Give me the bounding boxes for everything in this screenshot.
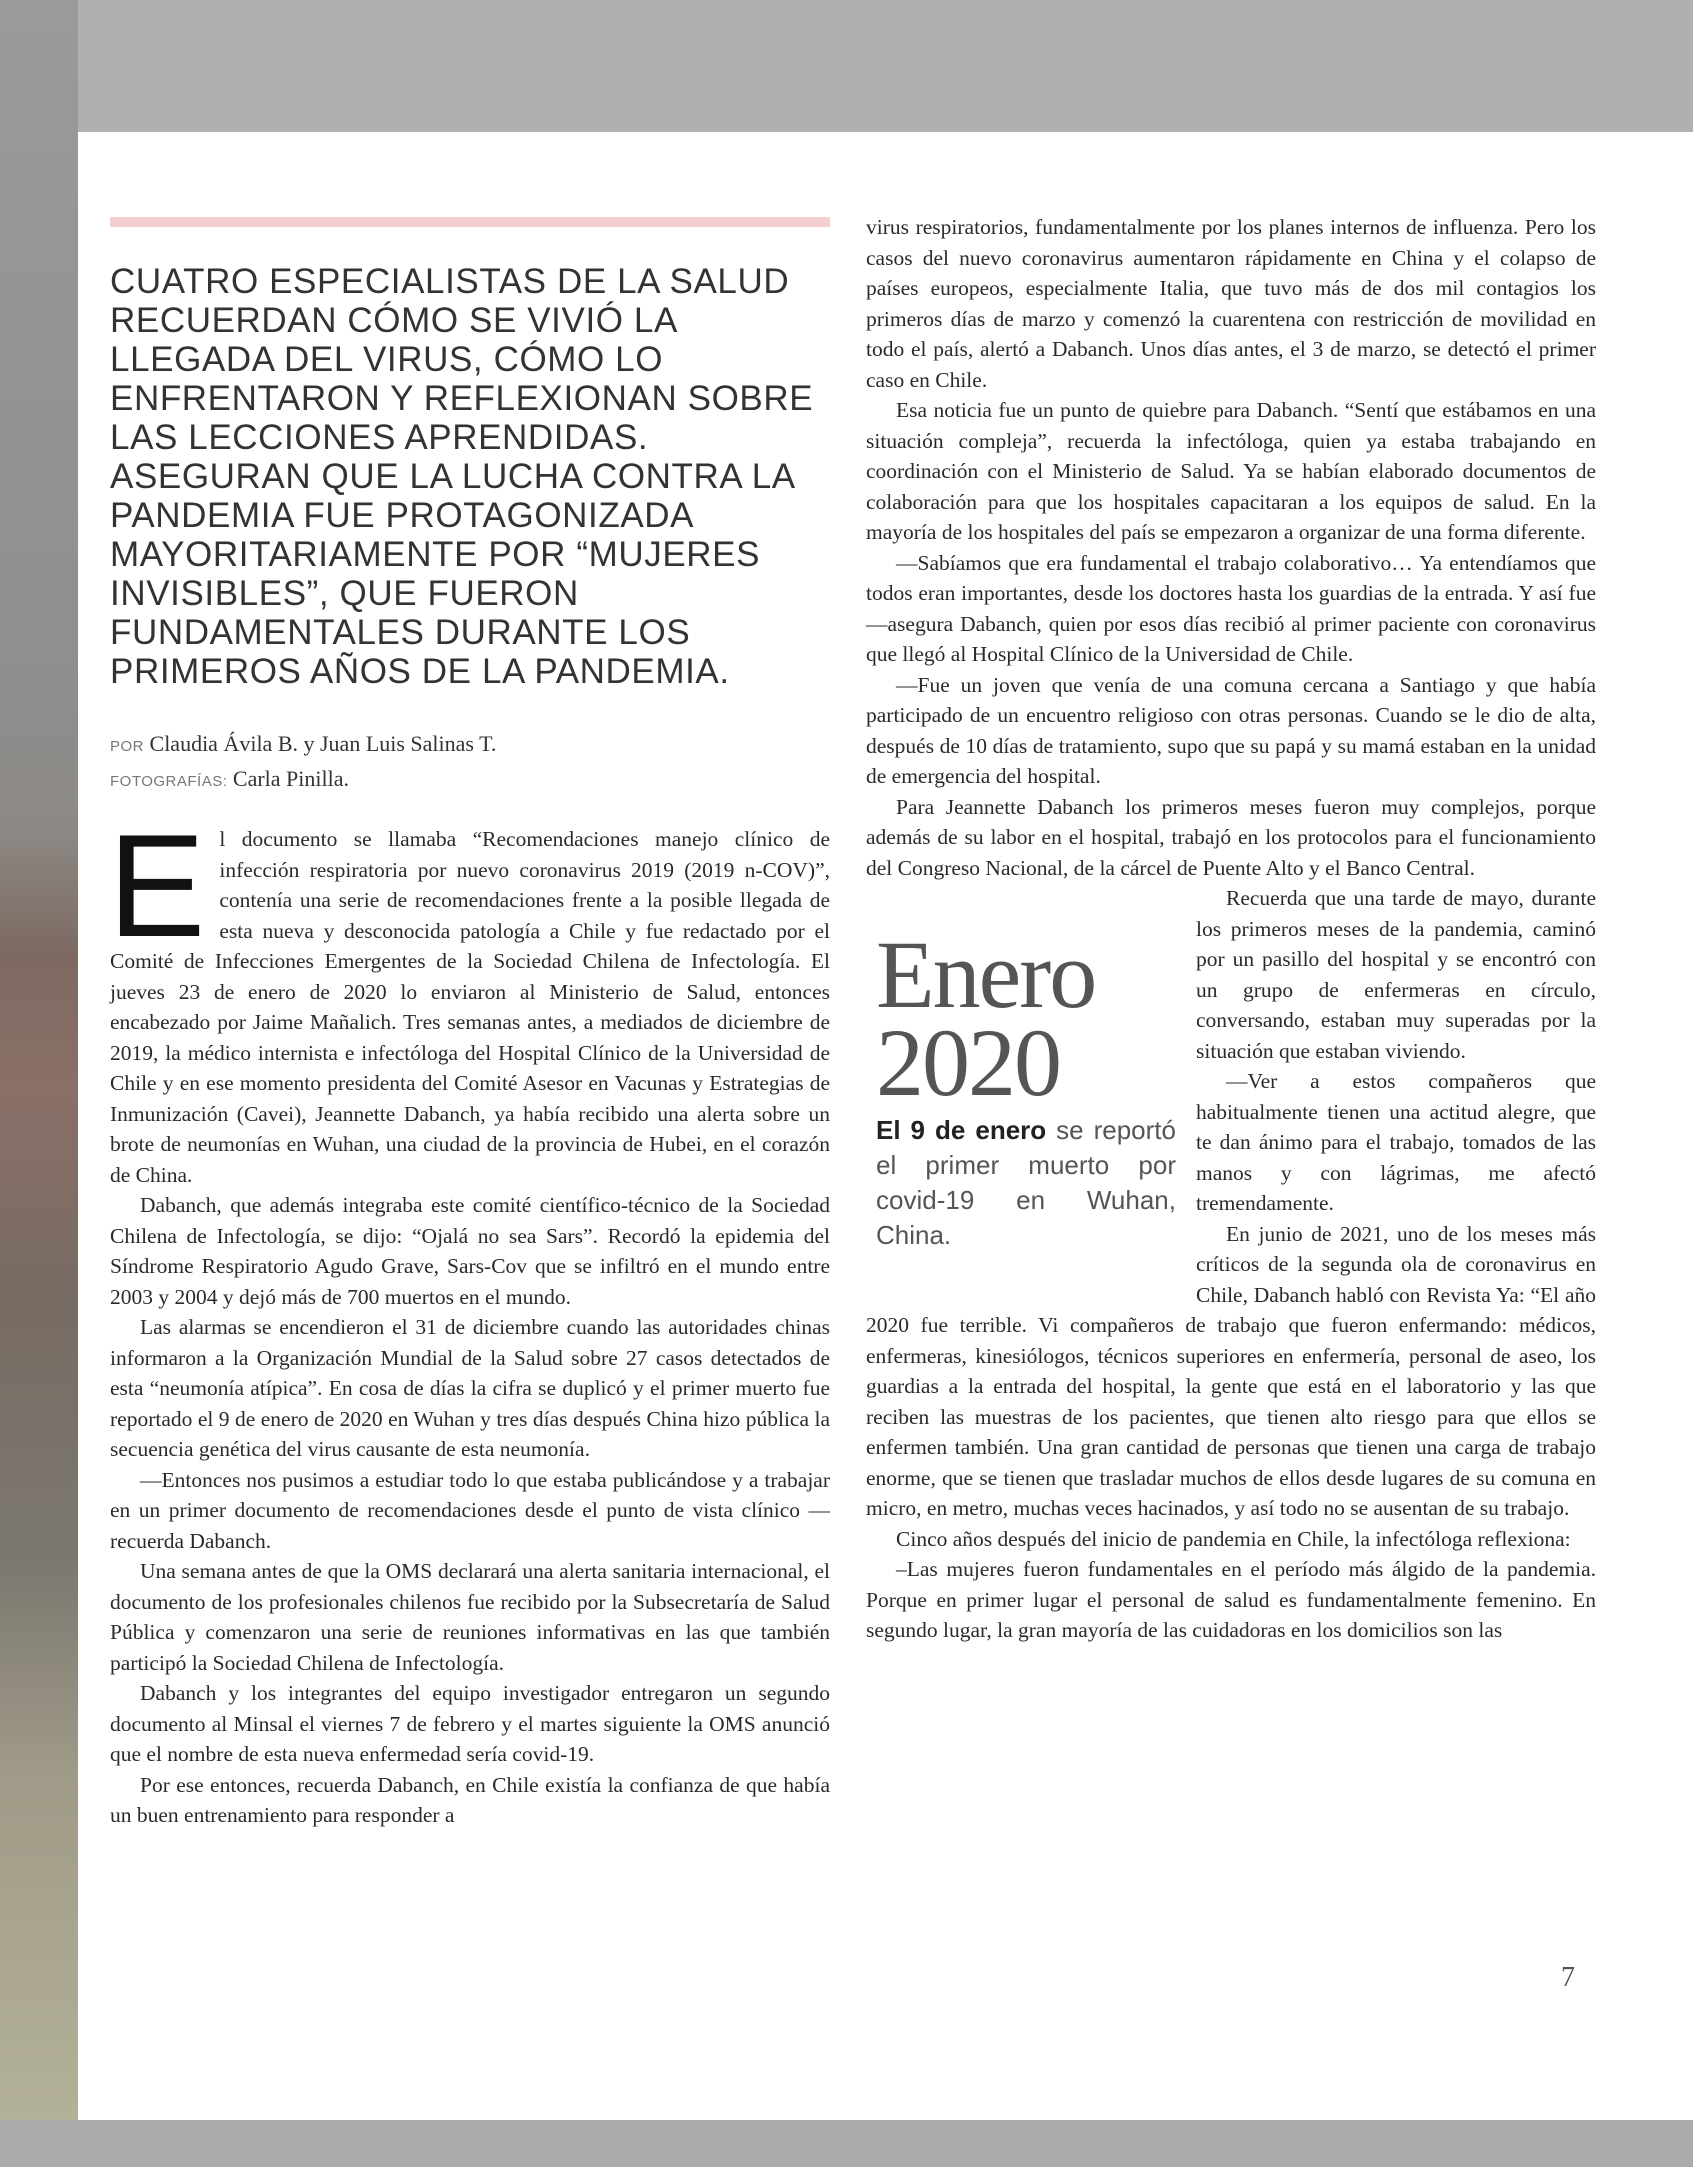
paragraph: Esa noticia fue un punto de quiebre para Dabanch. “Sentí que estábamos en una situación compleja”, recuerda la infectóloga, quien ya estaba trabajando en coordinación con el Ministerio de Salud. Ya se habían elaborado documentos de colaboración para que los hospitales capacitaran a los equipos de salud. En la mayoría de los hospitales del país se empezaron a organizar de una forma diferente. (866, 398, 1596, 544)
top-margin-strip (0, 0, 1693, 132)
paragraph: —Sabíamos que era fundamental el trabajo colaborativo… Ya entendíamos que todos eran importantes, desde los doctores hasta los guardias de la entrada. Y así fue —asegura Dabanch, quien por esos días recibió al primer paciente con coronavirus que llegó al Hospital Clínico de la Universidad de Chile. (866, 550, 1596, 666)
byline (110, 728, 496, 798)
photographer: Carla Pinilla. (232, 766, 349, 791)
pullquote-bold: El 9 de enero (876, 1115, 1047, 1145)
pullquote-heading: Enero 2020 (876, 921, 1096, 1116)
authors: Claudia Ávila B. y Juan Luis Salinas T. (149, 731, 497, 756)
paragraph: virus respiratorios, fundamentalmente por los planes internos de influenza. Pero los casos del nuevo coronavirus aumentaron rápidamente en China y el colapso de países europeos, especialmente Italia, que tuvo más de dos mil contagios los primeros días de marzo y comenzó la cuarentena con restricción de movilidad en todo el país, alertó a Dabanch. Unos días antes, el 3 de marzo, se detectó el primer caso en Chile. (866, 215, 1596, 392)
article-deck: CUATRO ESPECIALISTAS DE LA SALUD RECUERDAN CÓMO SE VIVIÓ LA LLEGADA DEL VIRUS, CÓMO LO ENFRENTARON Y REFLEXIONAN SOBRE LAS LECCIONES APRENDIDAS. ASEGURAN QUE LA LUCHA CONTRA LA PANDEMIA FUE PROTAGONIZADA MAYORITARIAMENTE POR “MUJERES INVISIBLES”, QUE FUERON FUNDAMENTALES DURANTE LOS PRIMEROS AÑOS DE LA PANDEMIA. (110, 262, 814, 691)
paragraph: Para Jeannette Dabanch los primeros meses fueron muy complejos, porque además de su labor en el hospital, trabajó en los protocolos para el funcionamiento del Congreso Nacional, de la cárcel de Puente Alto y el Banco Central. (866, 794, 1596, 880)
pullquote-text: El 9 de enero se reportó el primer muerto por covid-19 en Wuhan, China. (876, 1115, 1176, 1250)
paragraph: Por ese entonces, recuerda Dabanch, en Chile existía la confianza de que había un buen entrenamiento para responder a (110, 1772, 830, 1827)
bottom-margin-strip (0, 2120, 1693, 2167)
fotografias-label: FOTOGRAFÍAS: (110, 773, 228, 790)
column-left (108, 804, 830, 1831)
left-photo-edge (0, 0, 78, 2167)
pullquote (876, 921, 1176, 1253)
paragraph: —Ver a estos compañeros que habitualmente tienen una actitud alegre, que te dan ánimo para el trabajo, tomados de las manos y con lágrimas, me afectó tremendamente. (1196, 1069, 1596, 1215)
drop-cap: E (108, 804, 206, 967)
paragraph: Dabanch, que además integraba este comité científico-técnico de la Sociedad Chilena de Infectología, se dijo: “Ojalá no sea Sars”. Recordó la epidemia del Síndrome Respiratorio Agudo Grave, Sars-Cov que se infiltró en el mundo entre 2003 y 2004 y dejó más de 700 muertos en el mundo. (110, 1193, 830, 1309)
paragraph: Una semana antes de que la OMS declarará una alerta sanitaria internacional, el documento de los profesionales chilenos fue recibido por la Subsecretaría de Salud Pública y comenzaron una serie de reuniones informativas en las que también participó la Sociedad Chilena de Infectología. (110, 1559, 830, 1675)
paragraph: El documento se llamaba “Recomendaciones manejo clínico de infección respiratoria por nuevo coronavirus 2019 (2019 n-COV)”, contenía una serie de recomendaciones frente a la posible llegada de esta nueva y desconocida patología a Chile y fue redactado por el Comité de Infecciones Emergentes de la Sociedad Chilena de Infectología. El jueves 23 de enero de 2020 lo enviaron al Ministerio de Salud, entonces encabezado por Jaime Mañalich. Tres semanas antes, a mediados de diciembre de 2019, la médico internista e infectóloga del Hospital Clínico de la Universidad de Chile y en ese momento presidenta del Comité Asesor en Vacunas y Estrategias de Inmunización (Cavei), Jeannette Dabanch, ya había recibido una alerta sobre un brote de neumonías en Wuhan, una ciudad de la provincia de Hubei, en el corazón de China. (108, 804, 830, 1187)
por-label: POR (110, 738, 145, 755)
magazine-page (78, 132, 1693, 2120)
paragraph: –Las mujeres fueron fundamentales en el período más álgido de la pandemia. Porque en primer lugar el personal de salud es fundamentalmente femenino. En segundo lugar, la gran mayoría de las cuidadoras en los domicilios son las (866, 1557, 1596, 1642)
column-right (866, 212, 1596, 1646)
paragraph: —Entonces nos pusimos a estudiar todo lo que estaba publicándose y a trabajar en un primer documento de recomendaciones desde el punto de vista clínico —recuerda Dabanch. (110, 1467, 830, 1553)
paragraph: Dabanch y los integrantes del equipo investigador entregaron un segundo documento al Minsal el viernes 7 de febrero y el martes siguiente la OMS anunció que el nombre de esta nueva enfermedad sería covid-19. (110, 1681, 830, 1766)
paragraph: Recuerda que una tarde de mayo, durante los primeros meses de la pandemia, caminó por un pasillo del hospital y se encontró con un grupo de enfermeras en círculo, conversando, estaban muy superadas por la situación que estaban viviendo. (1196, 886, 1596, 1063)
paragraph: Las alarmas se encendieron el 31 de diciembre cuando las autoridades chinas informaron a la Organización Mundial de la Salud sobre 27 casos detectados de esta “neumonía atípica”. En cosa de días la cifra se duplicó y el primer muerto fue reportado el 9 de enero de 2020 en Wuhan y tres días después China hizo pública la secuencia genética del virus causante de esta neumonía. (110, 1315, 830, 1461)
paragraph: En junio de 2021, uno de los meses más críticos de la segunda ola de coronavirus en Chile, Dabanch habló con Revista Ya: “El año 2020 fue terrible. Vi compañeros de trabajo que fueron enfermando: médicos, enfermeras, kinesiólogos, técnicos superiores en enfermería, personal de aseo, los guardias a la entrada del hospital, la gente que está en el laboratorio y las que reciben las muestras de los pacientes, que tienen alto riesgo para que ellos se enfermen también. Una gran cantidad de personas que tienen una carga de trabajo enorme, que se tienen que trasladar muchos de ellos desde lugares de su comuna en micro, en metro, muchas veces hacinados, y así todo no se ausentan de su trabajo. (866, 1221, 1596, 1520)
pink-rule (110, 217, 830, 227)
paragraph: —Fue un joven que venía de una comuna cercana a Santiago y que había participado de un encuentro religioso con otras personas. Cuando se le dio de alta, después de 10 días de tratamiento, supo que su papá y su mamá estaban en la unidad de emergencia del hospital. (866, 672, 1596, 788)
photo-credit-line (110, 763, 496, 798)
pullquote-box (866, 883, 1196, 1303)
authors-line (110, 728, 496, 763)
page-number: 7 (1561, 1962, 1575, 1993)
paragraph: Cinco años después del inicio de pandemia en Chile, la infectóloga reflexiona: (896, 1526, 1571, 1551)
